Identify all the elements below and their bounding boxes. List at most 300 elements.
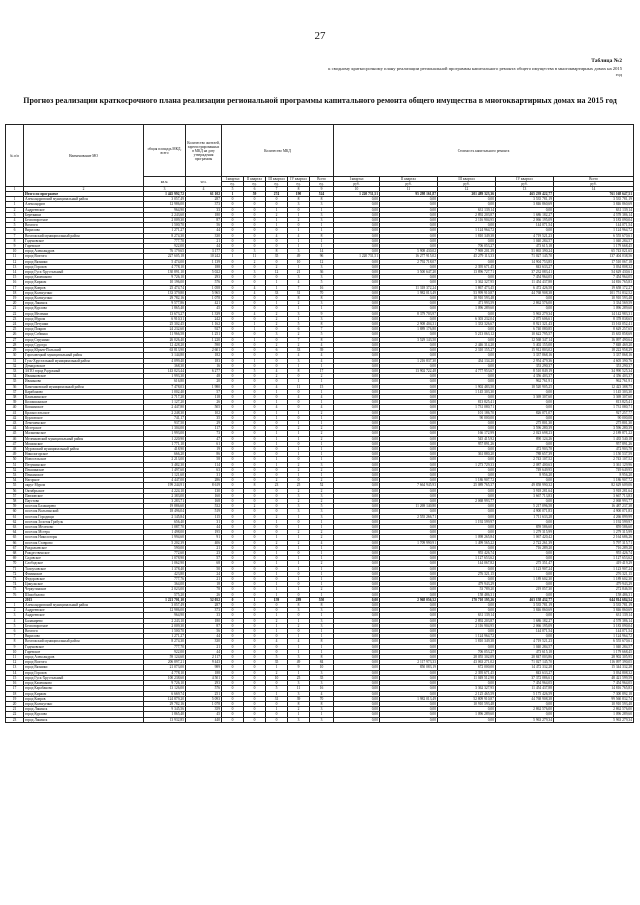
table-cell: 1 711 633,28	[496, 514, 554, 519]
table-cell: 1 123 907,24	[554, 566, 634, 571]
row-name-cell: город Ковров	[24, 285, 144, 290]
table-cell: 1 731 080,71	[554, 405, 634, 410]
table-cell: 9 726,10	[144, 681, 186, 686]
table-cell: 0,00	[334, 410, 380, 415]
table-cell: 3	[310, 618, 334, 623]
table-cell: 1 220 731,51	[334, 192, 380, 197]
table-cell: 0	[244, 655, 266, 660]
table-cell: 0	[266, 717, 288, 722]
table-cell: 73	[186, 431, 222, 436]
table-cell: 74	[6, 582, 24, 587]
table-cell: 0	[244, 707, 266, 712]
row-name-cell: Вохтоги	[24, 223, 144, 228]
table-cell: 7 454 964,05	[496, 275, 554, 280]
table-cell: 631 139,14	[438, 613, 496, 618]
table-cell: 0	[244, 415, 266, 420]
table-cell: 0,00	[380, 452, 438, 457]
table-cell: 6 669,74	[144, 691, 186, 696]
table-cell: 1	[266, 582, 288, 587]
table-cell: 0,00	[380, 535, 438, 540]
table-cell: 0,00	[380, 420, 438, 425]
table-cell: 1 810 349,38	[438, 639, 496, 644]
table-cell: 0	[244, 316, 266, 321]
row-name-cell: Бесповоротное	[24, 218, 144, 223]
row-name-cell: город Лакинск	[24, 301, 144, 306]
table-cell: 2	[288, 707, 310, 712]
table-cell: 5 963 279,34	[554, 717, 634, 722]
table-cell: 3 846 860,69	[496, 608, 554, 613]
table-cell: 0	[244, 405, 266, 410]
table-cell: 0,00	[334, 566, 380, 571]
table-cell: 0,00	[380, 712, 438, 717]
table-cell: 3 667 713,83	[554, 493, 634, 498]
table-cell: 479 943,29	[438, 582, 496, 587]
table-cell: 11 269 140,80	[380, 504, 438, 509]
row-name-cell: город Муром	[24, 316, 144, 321]
table-cell: 41	[6, 410, 24, 415]
table-cell: 0,00	[334, 597, 380, 602]
table-cell: 3	[310, 218, 334, 223]
table-cell: 0	[244, 478, 266, 483]
row-name-cell: город Курлово	[24, 306, 144, 311]
table-cell: 15 912 803,02	[496, 348, 554, 353]
table-cell: 0,00	[496, 613, 554, 618]
table-cell: 0,00	[496, 712, 554, 717]
table-cell: 11 049 512,98	[438, 675, 496, 680]
table-cell: 0,00	[380, 415, 438, 420]
table-cell: 8 274,30	[144, 639, 186, 644]
table-cell: 33	[266, 290, 288, 295]
table-cell: 0,00	[380, 670, 438, 675]
table-cell: 0,00	[438, 514, 496, 519]
table-cell: 2 892 203,87	[438, 212, 496, 217]
table-cell: 2 023 698,23	[496, 431, 554, 436]
table-cell: 102	[186, 410, 222, 415]
table-cell: 0	[244, 457, 266, 462]
table-cell: 11 454 437,88	[496, 686, 554, 691]
table-cell: 330	[186, 233, 222, 238]
table-cell: 2 717,20	[144, 394, 186, 399]
table-cell: 0,00	[334, 472, 380, 477]
table-cell: 188	[186, 264, 222, 269]
table-cell: 2	[288, 530, 310, 535]
table-cell: 0,00	[334, 441, 380, 446]
table-cell: 9 443	[186, 660, 222, 665]
table-cell: 0,00	[496, 498, 554, 503]
table-cell: 25	[6, 327, 24, 332]
table-cell: 12 986,00	[144, 608, 186, 613]
table-cell: 33	[186, 613, 222, 618]
table-cell: 0	[244, 649, 266, 654]
table-cell: 49	[6, 452, 24, 457]
table-cell: 0,00	[438, 717, 496, 722]
table-cell: 2 116 904,95	[438, 623, 496, 628]
table-cell: 1	[288, 228, 310, 233]
table-cell: 0,00	[380, 639, 438, 644]
table-cell: 1 189 602,30	[554, 577, 634, 582]
table-cell: 0	[244, 551, 266, 556]
table-cell: 0	[222, 551, 244, 556]
table-cell: 1 304,00	[144, 426, 186, 431]
table-cell: 0	[266, 275, 288, 280]
table-cell: 0,00	[334, 316, 380, 321]
table-cell: 2	[310, 478, 334, 483]
table-cell: 275 801,30	[554, 420, 634, 425]
table-cell: 0	[266, 509, 288, 514]
table-cell: 0,00	[380, 212, 438, 217]
table-cell: 0,00	[380, 202, 438, 207]
table-cell: 0,00	[380, 681, 438, 686]
table-cell: 0	[222, 384, 244, 389]
table-cell: 26	[186, 400, 222, 405]
row-name-cell: город Карабаново	[24, 686, 144, 691]
table-cell: 3 596 280,39	[496, 426, 554, 431]
table-cell: 5 963 279,34	[496, 311, 554, 316]
table-cell: 25 474,74	[144, 285, 186, 290]
table-cell: 0	[222, 655, 244, 660]
table-cell: 2	[244, 504, 266, 509]
table-cell: 1 500,70	[144, 223, 186, 228]
table-cell: 1 192 599,97	[438, 519, 496, 524]
table-cell: 21	[288, 270, 310, 275]
table-cell: 1	[266, 551, 288, 556]
table-cell: 1 098 265,84	[438, 535, 496, 540]
table-cell: 0	[266, 681, 288, 686]
table-cell: 2 145,84	[144, 514, 186, 519]
table-cell: 12 986,00	[144, 202, 186, 207]
table-cell: 0,00	[438, 530, 496, 535]
table-cell: 13 902 722,48	[380, 368, 438, 373]
table-cell: 8	[310, 337, 334, 342]
table-cell: 0,00	[380, 426, 438, 431]
table-cell: 361 880,20	[438, 452, 496, 457]
table-cell: 0,00	[496, 592, 554, 597]
table-cell: 0	[288, 582, 310, 587]
table-cell: 1	[288, 670, 310, 675]
table-cell: 242	[186, 316, 222, 321]
table-cell: 28 055 302,09	[438, 655, 496, 660]
table-cell: 0,00	[380, 717, 438, 722]
table-cell: 0,00	[380, 519, 438, 524]
table-cell: 0,00	[380, 478, 438, 483]
row-name-cell: Вохтожский муниципальный район	[24, 233, 144, 238]
table-cell: 0	[222, 701, 244, 706]
table-cell: 1 040 284,57	[496, 644, 554, 649]
table-cell: 672 000,00	[438, 665, 496, 670]
table-cell: 0,00	[334, 389, 380, 394]
table-cell: 22	[6, 712, 24, 717]
table-cell: 922,00	[144, 244, 186, 249]
table-cell: 49 858 990,32	[496, 483, 554, 488]
row-name-cell: Александровский муниципальный район	[24, 197, 144, 202]
table-cell: 1 162	[186, 322, 222, 327]
header-q: IV квартал	[288, 177, 310, 182]
data-table	[5, 124, 634, 723]
table-cell: 524	[310, 192, 334, 197]
table-cell: 0,00	[438, 197, 496, 202]
table-cell: 0,00	[438, 488, 496, 493]
table-cell: 71	[6, 566, 24, 571]
table-cell: 20	[6, 301, 24, 306]
row-name-cell: Вохтожский муниципальный район	[24, 639, 144, 644]
table-cell: 0,00	[496, 571, 554, 576]
column-number: 3	[144, 187, 186, 192]
table-cell: 0,00	[334, 712, 380, 717]
table-cell: 418,90	[144, 446, 186, 451]
table-cell: 3	[288, 504, 310, 509]
table-cell: 0,00	[334, 342, 380, 347]
table-cell: 2	[266, 212, 288, 217]
table-cell: 0	[222, 452, 244, 457]
table-cell: 0,00	[334, 493, 380, 498]
table-cell: 5	[6, 223, 24, 228]
table-cell: 0,00	[438, 467, 496, 472]
table-cell: 19 886,60	[144, 504, 186, 509]
table-cell: 0,00	[334, 634, 380, 639]
row-name-cell: Лемешенское	[24, 420, 144, 425]
table-cell: 0	[244, 686, 266, 691]
table-cell: 1 339	[186, 311, 222, 316]
table-cell: 590,00	[144, 545, 186, 550]
table-cell: 0	[222, 545, 244, 550]
table-cell: 0,00	[438, 238, 496, 243]
table-cell: 48	[6, 446, 24, 451]
table-cell: 6	[6, 629, 24, 634]
table-cell: 6	[6, 228, 24, 233]
table-cell: 1	[244, 337, 266, 342]
table-cell: 2	[288, 488, 310, 493]
row-name-cell: город Судогда	[24, 342, 144, 347]
table-cell: 0	[244, 394, 266, 399]
table-cell: 23	[186, 551, 222, 556]
table-cell: 0	[244, 348, 266, 353]
table-cell: 1 435 540,18	[554, 436, 634, 441]
table-cell: 843 633,27	[496, 670, 554, 675]
table-cell: 3	[310, 623, 334, 628]
table-cell: 706 053,27	[438, 244, 496, 249]
table-cell: 666,20	[144, 452, 186, 457]
table-cell: 0,00	[334, 519, 380, 524]
table-cell: 1 124 964,72	[554, 634, 634, 639]
row-name-cell: Карабаново	[24, 389, 144, 394]
table-cell: 1	[266, 587, 288, 592]
table-cell: 0	[266, 525, 288, 530]
table-cell: 0,00	[496, 228, 554, 233]
table-cell: 0	[222, 441, 244, 446]
table-cell: 62	[6, 519, 24, 524]
table-cell: 5 474,00	[144, 259, 186, 264]
table-cell: 1	[288, 379, 310, 384]
table-cell: 1 145 303,30	[554, 389, 634, 394]
table-cell: 1 810 349,38	[438, 233, 496, 238]
table-cell: 11	[6, 655, 24, 660]
table-cell: 180	[186, 212, 222, 217]
table-cell: 23	[6, 717, 24, 722]
table-cell: 45	[6, 431, 24, 436]
table-cell: 1	[288, 634, 310, 639]
table-cell: 7	[6, 634, 24, 639]
table-cell: 1	[266, 462, 288, 467]
table-cell: 0	[222, 587, 244, 592]
row-name-cell: город Вохтога	[24, 254, 144, 259]
table-cell: 35	[310, 675, 334, 680]
table-cell: 0,00	[334, 540, 380, 545]
table-cell: 3 535 781,19	[554, 197, 634, 202]
table-cell: 101 186,70	[438, 410, 496, 415]
table-cell: 0	[244, 363, 266, 368]
table-cell: 0,00	[380, 238, 438, 243]
column-number: 13	[496, 187, 554, 192]
table-cell: 67	[6, 545, 24, 550]
table-cell: 0	[288, 441, 310, 446]
table-cell: 0	[244, 545, 266, 550]
table-cell: 1	[288, 316, 310, 321]
table-cell: 0	[266, 259, 288, 264]
row-name-cell: город Юрьев-Польский	[24, 348, 144, 353]
table-header	[6, 125, 634, 192]
table-cell: 3 918 281,64	[496, 488, 554, 493]
table-cell: 3 034 808,32	[554, 264, 634, 269]
table-cell: 0	[222, 233, 244, 238]
table-cell: 0,00	[438, 394, 496, 399]
table-cell: 1	[266, 535, 288, 540]
table-cell: 10 520 905,25	[496, 384, 554, 389]
table-cell: 14 142 983,31	[554, 311, 634, 316]
table-cell: 1	[266, 207, 288, 212]
table-cell: 0,00	[380, 509, 438, 514]
table-cell: 0,00	[438, 504, 496, 509]
table-cell: 0,00	[334, 228, 380, 233]
table-cell: 1 216 837,30	[380, 358, 438, 363]
table-cell: 0,00	[438, 379, 496, 384]
table-cell: 1	[244, 358, 266, 363]
table-cell: 12	[6, 259, 24, 264]
table-cell: 87	[186, 218, 222, 223]
table-cell: 0	[244, 629, 266, 634]
table-cell: 144 067,82	[438, 561, 496, 566]
table-cell: 44 768 908,38	[496, 290, 554, 295]
table-cell: 2	[310, 467, 334, 472]
table-cell: 0	[266, 545, 288, 550]
header-num: № п/п	[6, 125, 24, 187]
table-cell: 63	[6, 525, 24, 530]
table-cell: 2 743 107,52	[496, 457, 554, 462]
header-unit: руб.	[438, 182, 496, 187]
table-cell: 1 192 599,97	[554, 519, 634, 524]
table-cell: 0,00	[334, 649, 380, 654]
table-cell: 26	[186, 592, 222, 597]
table-cell: 10	[6, 649, 24, 654]
table-cell: 0	[222, 597, 244, 602]
table-cell: 0,00	[334, 452, 380, 457]
table-cell: 0,00	[334, 212, 380, 217]
table-cell: 3	[288, 311, 310, 316]
table-cell: 1 378,40	[144, 566, 186, 571]
table-cell: 1 709 990,91	[380, 540, 438, 545]
table-cell: 1	[310, 556, 334, 561]
table-cell: 1 087,70	[144, 525, 186, 530]
table-cell: 0	[222, 301, 244, 306]
table-cell: 962 761,91	[496, 379, 554, 384]
table-cell: 1 220	[186, 337, 222, 342]
table-cell: 472 903,78	[554, 446, 634, 451]
table-cell: 1	[288, 712, 310, 717]
table-cell: 644 814 684,54	[554, 597, 634, 602]
table-cell: 0,00	[438, 446, 496, 451]
table-cell: 19	[186, 446, 222, 451]
table-cell: 21	[186, 577, 222, 582]
table-cell: 0	[244, 681, 266, 686]
table-cell: 2 722 261,39	[496, 540, 554, 545]
row-name-cell: Гаревское	[24, 244, 144, 249]
column-number: 7	[266, 187, 288, 192]
table-cell: 34	[6, 374, 24, 379]
row-name-cell: город Кольчугино	[24, 290, 144, 295]
table-cell: 9	[310, 311, 334, 316]
table-cell: 61	[186, 441, 222, 446]
table-number: Таблица №2	[591, 58, 622, 64]
table-cell: 423,80	[144, 571, 186, 576]
table-cell: 927	[186, 327, 222, 332]
table-cell: 1	[266, 571, 288, 576]
table-cell: 3	[288, 275, 310, 280]
table-cell: 30	[6, 353, 24, 358]
table-cell: 0	[244, 342, 266, 347]
table-cell: 37	[6, 389, 24, 394]
row-name-cell: Красносельское	[24, 410, 144, 415]
table-cell: 0	[244, 639, 266, 644]
table-cell: 471 993,59	[438, 301, 496, 306]
table-cell: 826 071,07	[496, 410, 554, 415]
table-cell: 0	[244, 353, 266, 358]
table-cell: 3	[310, 301, 334, 306]
table-cell: 1	[310, 571, 334, 576]
table-cell: 0,00	[496, 207, 554, 212]
table-cell: 19	[6, 696, 24, 701]
table-cell: 24 232,60	[144, 327, 186, 332]
table-cell: 1 251	[186, 332, 222, 337]
table-cell: 5	[266, 655, 288, 660]
table-cell: 5 022	[186, 270, 222, 275]
table-cell: 0,00	[334, 696, 380, 701]
table-cell: 1	[288, 472, 310, 477]
table-cell: 158 486,31	[438, 592, 496, 597]
table-cell: 144 071,54	[496, 629, 554, 634]
table-cell: 0	[222, 478, 244, 483]
table-cell: 0,00	[438, 259, 496, 264]
table-cell: 0,00	[334, 670, 380, 675]
table-cell: 44	[186, 634, 222, 639]
table-cell: 219 057,30	[496, 587, 554, 592]
table-cell: 0,00	[380, 467, 438, 472]
table-cell: 1	[310, 629, 334, 634]
table-cell: 0	[244, 488, 266, 493]
table-cell: 0	[222, 197, 244, 202]
table-cell: 56	[186, 629, 222, 634]
header-name: Наименование МО	[24, 125, 144, 187]
table-cell: 2 862 576,00	[496, 707, 554, 712]
table-cell: 0	[222, 332, 244, 337]
row-name-cell: Пенкинское	[24, 472, 144, 477]
table-cell: 479 943,29	[554, 582, 634, 587]
table-cell: 3 846 860,69	[496, 202, 554, 207]
table-cell: 0	[222, 467, 244, 472]
table-cell: 0,00	[380, 275, 438, 280]
table-cell: 0,00	[380, 613, 438, 618]
table-cell: 0	[222, 540, 244, 545]
table-cell: 46	[6, 436, 24, 441]
table-cell: 2 447,80	[144, 405, 186, 410]
